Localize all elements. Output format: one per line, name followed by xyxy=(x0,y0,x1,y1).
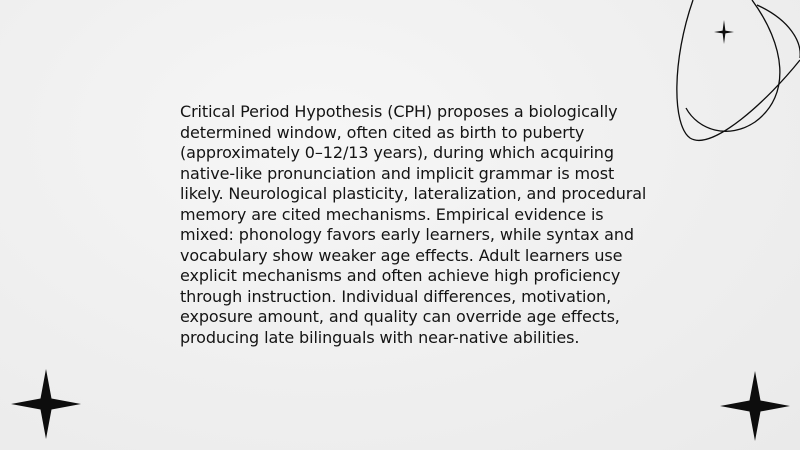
slide-body-text: Critical Period Hypothesis (CPH) proposes a biologically determined window, often cited as birth to puberty (approximately 0–12/13 years), during which acquiring native-like pronunciation and implicit grammar is most likely. Neurological plasticity, lateralization, and procedural memory are cited mechanisms. Empirical evidence is mixed: phonology favors early learners, while syntax and vocabulary show weaker age effects. Adult learners use explicit mechanisms and often achieve high proficiency through instruction. Individual differences, motivation, exposure amount, and quality can override age effects, producing late bilinguals with near-native abilities. xyxy=(180,102,647,347)
